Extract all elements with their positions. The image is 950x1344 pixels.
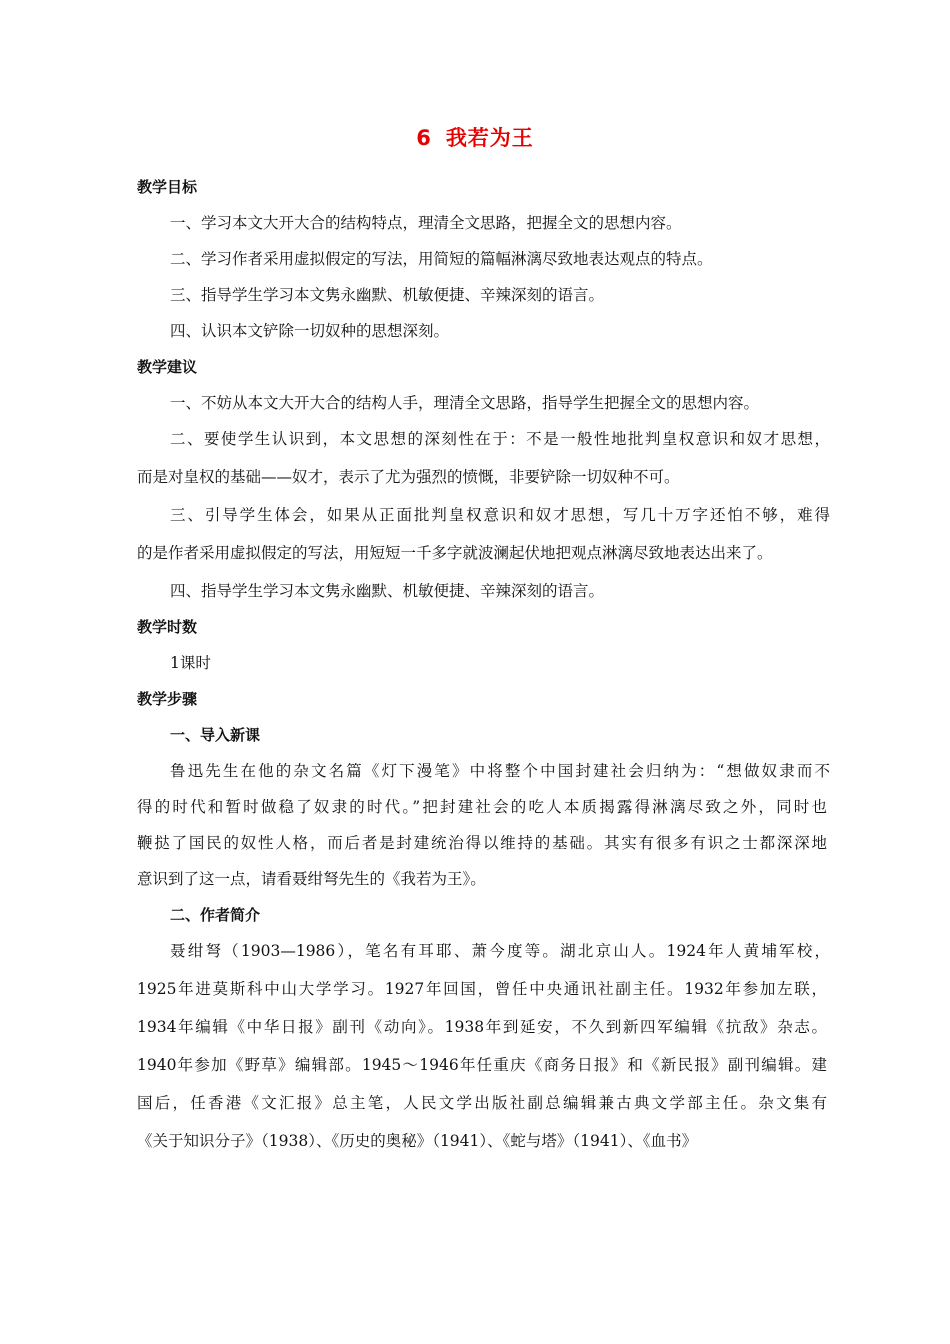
intro-line: 鞭挞了国民的奴性人格，而后者是封建统治得以维持的基础。其实有很多有识之士都深深地 xyxy=(137,834,827,852)
author-line: 1925年进莫斯科中山大学学习。1927年回国，曾任中央通讯社副主任。1932年参加左联， xyxy=(137,980,827,998)
lesson-number: 6 xyxy=(416,126,432,150)
suggestion-line: 而是对皇权的基础——奴才，表示了尤为强烈的愤慨，非要铲除一切奴种不可。 xyxy=(137,468,680,486)
goal-item: 二、学习作者采用虚拟假定的写法，用简短的篇幅淋漓尽致地表达观点的特点。 xyxy=(170,250,713,268)
goal-item: 三、指导学生学习本文隽永幽默、机敏便捷、辛辣深刻的语言。 xyxy=(170,286,605,304)
suggestion-line: 一、不妨从本文大开大合的结构人手，理清全文思路，指导学生把握全文的思想内容。 xyxy=(170,394,760,412)
author-line: 国后，任香港《文汇报》总主笔，人民文学出版社副总编辑兼古典文学部主任。杂文集有 xyxy=(137,1094,827,1112)
section-heading-hours: 教学时数 xyxy=(137,618,198,636)
section-heading-steps: 教学步骤 xyxy=(137,690,198,708)
subheading-intro: 一、导入新课 xyxy=(170,726,261,744)
lesson-title: 我若为王 xyxy=(445,126,534,150)
section-heading-suggestions: 教学建议 xyxy=(137,358,198,376)
goal-item: 一、学习本文大开大合的结构特点，理清全文思路，把握全文的思想内容。 xyxy=(170,214,682,232)
intro-line: 得的时代和暂时做稳了奴隶的时代。”把封建社会的吃人本质揭露得淋漓尽致之外，同时也 xyxy=(137,798,827,816)
suggestion-line: 二、要使学生认识到，本文思想的深刻性在于：不是一般性地批判皇权意识和奴才思想， xyxy=(170,430,830,448)
author-line: 1934年编辑《中华日报》副刊《动向》。1938年到延安，不久到新四军编辑《抗敌》杂志。 xyxy=(137,1018,827,1036)
subheading-author: 二、作者简介 xyxy=(170,906,261,924)
author-line: 《关于知识分子》（1938）、《历史的奥秘》（1941）、《蛇与塔》（1941）、《血书》 xyxy=(137,1132,698,1150)
page-title xyxy=(0,122,950,152)
section-heading-goals: 教学目标 xyxy=(137,178,198,196)
goal-item: 四、认识本文铲除一切奴种的思想深刻。 xyxy=(170,322,450,340)
hours-value: 1课时 xyxy=(170,654,211,672)
suggestion-line: 四、指导学生学习本文隽永幽默、机敏便捷、辛辣深刻的语言。 xyxy=(170,582,605,600)
suggestion-line: 三、引导学生体会，如果从正面批判皇权意识和奴才思想，写几十万字还怕不够，难得 xyxy=(170,506,830,524)
suggestion-line: 的是作者采用虚拟假定的写法，用短短一千多字就波澜起伏地把观点淋漓尽致地表达出来了。 xyxy=(137,544,773,562)
author-line: 1940年参加《野草》编辑部。1945～1946年任重庆《商务日报》和《新民报》副刊编辑。建 xyxy=(137,1056,827,1074)
author-line: 聂绀弩（1903—1986），笔名有耳耶、萧今度等。湖北京山人。1924年人黄埔军校， xyxy=(170,942,830,960)
intro-line: 鲁迅先生在他的杂文名篇《灯下漫笔》中将整个中国封建社会归纳为：“想做奴隶而不 xyxy=(170,762,830,780)
intro-line: 意识到了这一点，请看聂绀弩先生的《我若为王》。 xyxy=(137,870,486,888)
